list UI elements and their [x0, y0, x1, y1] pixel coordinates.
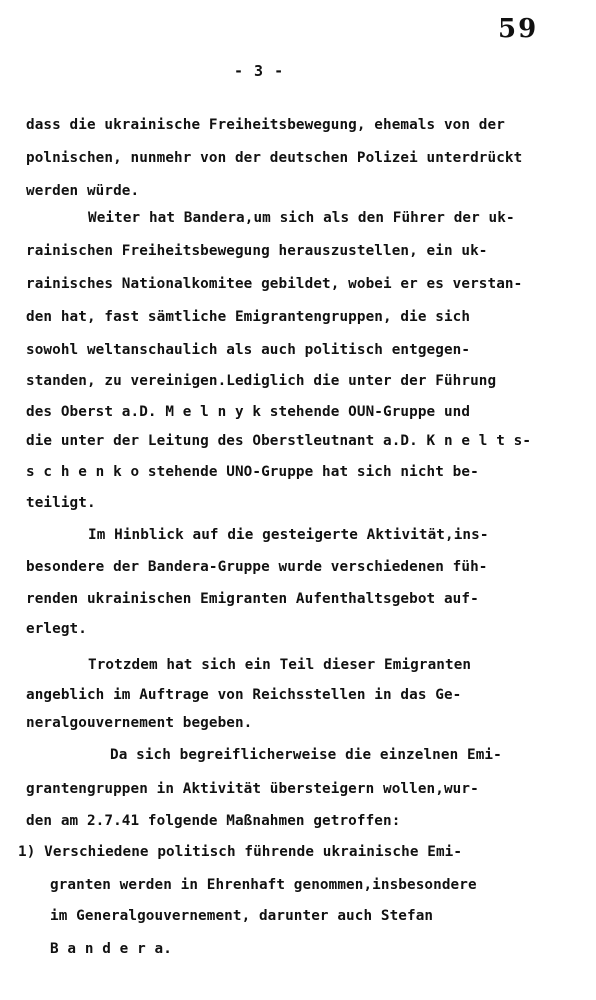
text-line: erlegt.	[26, 621, 87, 637]
page-number: 59	[498, 14, 539, 44]
text-line: die unter der Leitung des Oberstleutnant a.D. K n e l t s-	[26, 433, 532, 449]
text-line: polnischen, nunmehr von der deutschen Polizei unterdrückt	[26, 150, 523, 166]
text-line: den hat, fast sämtliche Emigrantengruppen, die sich	[26, 309, 471, 325]
list-item-line: granten werden in Ehrenhaft genommen,insbesondere	[50, 877, 477, 893]
text-line: besondere der Bandera-Gruppe wurde verschiedenen füh-	[26, 559, 488, 575]
text-line: Trotzdem hat sich ein Teil dieser Emigranten	[88, 657, 472, 673]
text-line: sowohl weltanschaulich als auch politisch entgegen-	[26, 342, 471, 358]
text-line: standen, zu vereinigen.Lediglich die unter der Führung	[26, 373, 497, 389]
text-line: renden ukrainischen Emigranten Aufenthaltsgebot auf-	[26, 591, 479, 607]
list-item-line: im Generalgouvernement, darunter auch Stefan	[50, 908, 434, 924]
text-line: s c h e n k o stehende UNO-Gruppe hat sich nicht be-	[26, 464, 479, 480]
text-line: neralgouvernement begeben.	[26, 715, 253, 731]
list-item-line: B a n d e r a.	[50, 941, 172, 957]
text-line: dass die ukrainische Freiheitsbewegung, ehemals von der	[26, 117, 505, 133]
text-line: rainischen Freiheitsbewegung herauszustellen, ein uk-	[26, 243, 488, 259]
text-line: rainisches Nationalkomitee gebildet, wobei er es verstan-	[26, 276, 523, 292]
text-line: grantengruppen in Aktivität übersteigern wollen,wur-	[26, 781, 479, 797]
text-line: werden würde.	[26, 183, 140, 199]
sheet-number: - 3 -	[234, 62, 285, 80]
text-line: angeblich im Auftrage von Reichsstellen in das Ge-	[26, 687, 462, 703]
text-line: Im Hinblick auf die gesteigerte Aktivität,ins-	[88, 527, 489, 543]
list-item-line: 1) Verschiedene politisch führende ukrainische Emi-	[18, 844, 463, 860]
text-line: des Oberst a.D. M e l n y k stehende OUN-Gruppe und	[26, 404, 471, 420]
text-line: teiligt.	[26, 495, 96, 511]
text-line: Da sich begreiflicherweise die einzelnen Emi-	[110, 747, 502, 763]
text-line: den am 2.7.41 folgende Maßnahmen getroffen:	[26, 813, 401, 829]
text-line: Weiter hat Bandera,um sich als den Führer der uk-	[88, 210, 515, 226]
